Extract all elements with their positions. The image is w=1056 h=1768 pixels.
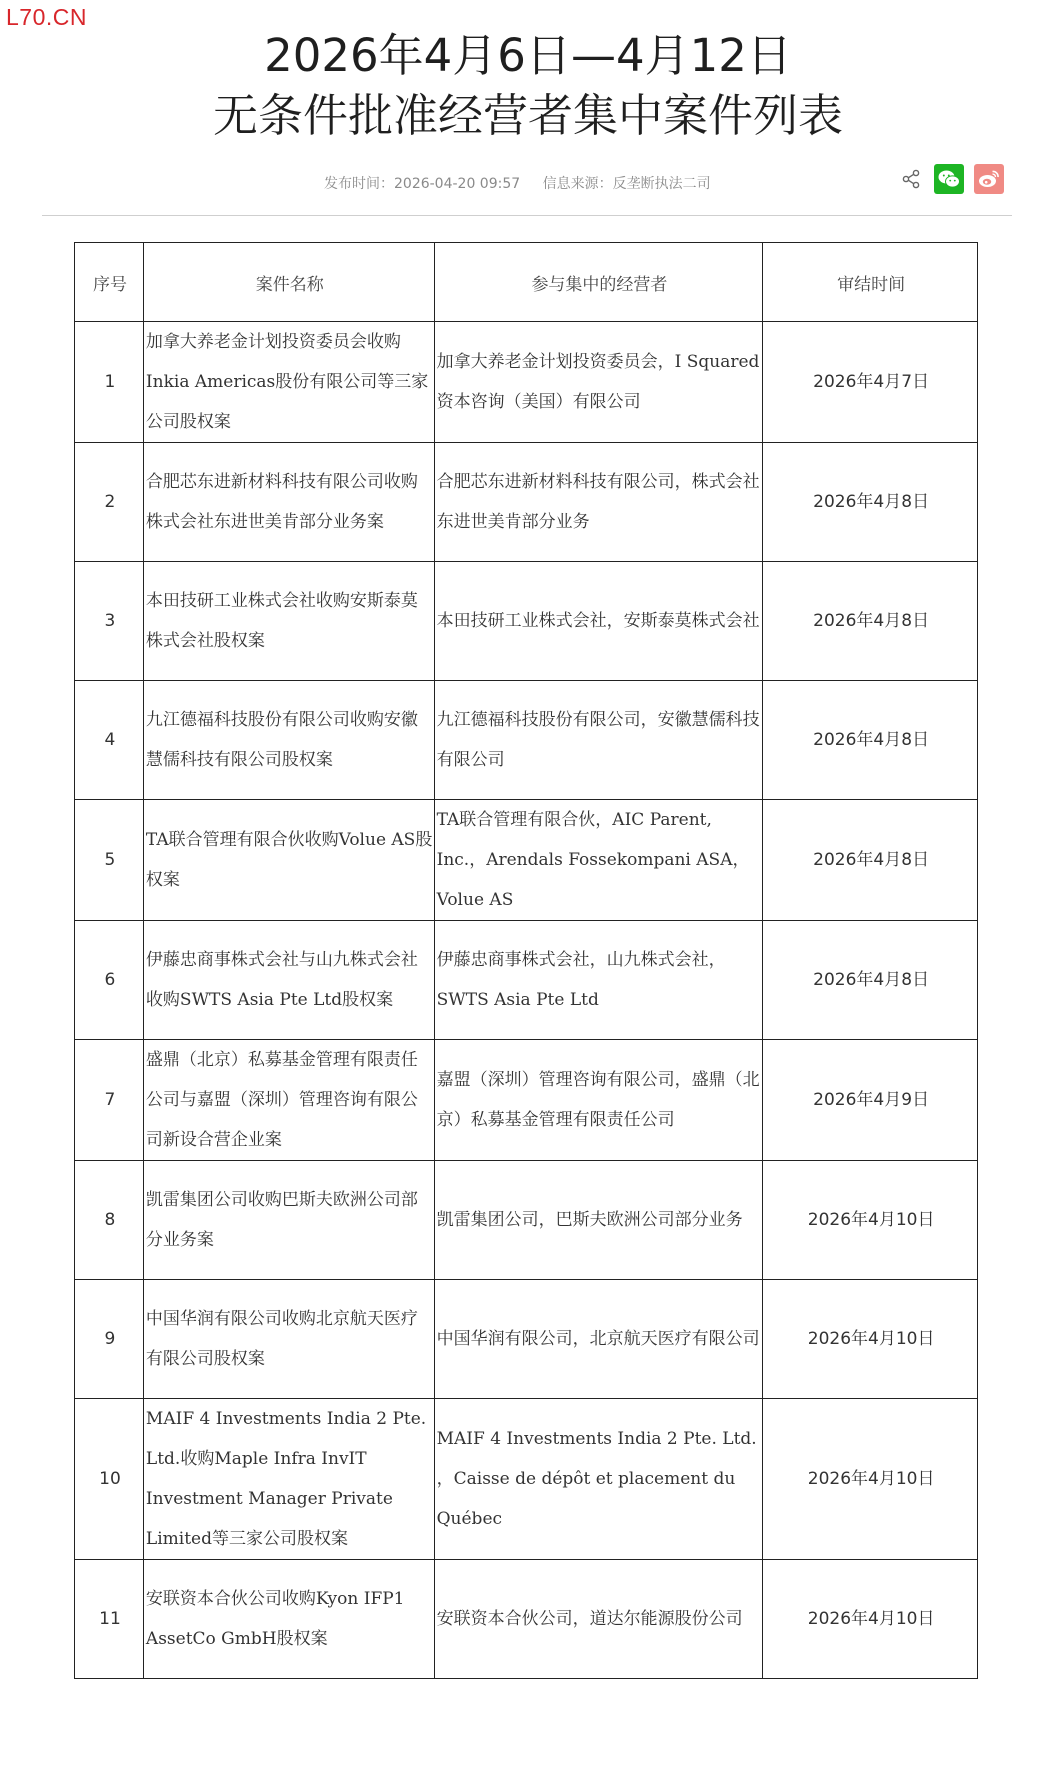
parties: 中国华润有限公司，北京航天医疗有限公司 [434,1280,763,1399]
conclusion-date: 2026年4月10日 [763,1560,978,1679]
conclusion-date: 2026年4月9日 [763,1040,978,1161]
wechat-icon[interactable] [934,164,964,194]
row-number: 6 [75,921,144,1040]
parties: 九江德福科技股份有限公司，安徽慧儒科技有限公司 [434,681,763,800]
table-row [75,1399,978,1560]
case-name: 伊藤忠商事株式会社与山九株式会社收购SWTS Asia Pte Ltd股权案 [143,921,434,1040]
row-number: 1 [75,322,144,443]
parties: 本田技研工业株式会社，安斯泰莫株式会社 [434,562,763,681]
parties: 伊藤忠商事株式会社，山九株式会社， SWTS Asia Pte Ltd [434,921,763,1040]
page-title [0,26,1056,146]
table-row [75,1560,978,1679]
publish-time: 发布时间：2026-04-20 09:57 [324,176,521,192]
case-name: TA联合管理有限合伙收购Volue AS股权案 [143,800,434,921]
table-row [75,1161,978,1280]
row-number: 2 [75,443,144,562]
page-title-line-2: 无条件批准经营者集中案件列表 [212,89,843,142]
parties: 合肥芯东进新材料科技有限公司，株式会社东进世美肯部分业务 [434,443,763,562]
share-bar [898,164,1004,194]
parties: 加拿大养老金计划投资委员会，I Squared资本咨询（美国）有限公司 [434,322,763,443]
case-name: 安联资本合伙公司收购Kyon IFP1 AssetCo GmbH股权案 [143,1560,434,1679]
row-number: 9 [75,1280,144,1399]
case-name: 凯雷集团公司收购巴斯夫欧洲公司部分业务案 [143,1161,434,1280]
table-row [75,443,978,562]
conclusion-date: 2026年4月7日 [763,322,978,443]
table-row [75,1280,978,1399]
table-row [75,1040,978,1161]
table-row [75,800,978,921]
page-title-line-1: 2026年4月6日—4月12日 [264,29,792,82]
conclusion-date: 2026年4月8日 [763,562,978,681]
conclusion-date: 2026年4月10日 [763,1399,978,1560]
parties: 凯雷集团公司，巴斯夫欧洲公司部分业务 [434,1161,763,1280]
case-name: 盛鼎（北京）私募基金管理有限责任公司与嘉盟（深圳）管理咨询有限公司新设合营企业案 [143,1040,434,1161]
share-icon[interactable] [898,166,924,192]
case-name: MAIF 4 Investments India 2 Pte. Ltd.收购Maple Infra InvIT Investment Manager Private Limited等三家公司股权案 [143,1399,434,1560]
row-number: 8 [75,1161,144,1280]
row-number: 3 [75,562,144,681]
conclusion-date: 2026年4月8日 [763,443,978,562]
divider [42,215,1012,216]
weibo-icon[interactable] [974,164,1004,194]
row-number: 4 [75,681,144,800]
parties: 嘉盟（深圳）管理咨询有限公司，盛鼎（北京）私募基金管理有限责任公司 [434,1040,763,1161]
row-number: 10 [75,1399,144,1560]
table-row [75,322,978,443]
conclusion-date: 2026年4月8日 [763,681,978,800]
conclusion-date: 2026年4月10日 [763,1280,978,1399]
parties: TA联合管理有限合伙，AIC Parent, Inc.，Arendals Fossekompani ASA，Volue AS [434,800,763,921]
parties: MAIF 4 Investments India 2 Pte. Ltd. ，Caisse de dépôt et placement du Québec [434,1399,763,1560]
row-number: 11 [75,1560,144,1679]
case-name: 九江德福科技股份有限公司收购安徽慧儒科技有限公司股权案 [143,681,434,800]
article-meta [324,173,729,193]
header-parties: 参与集中的经营者 [434,243,763,322]
conclusion-date: 2026年4月10日 [763,1161,978,1280]
conclusion-date: 2026年4月8日 [763,921,978,1040]
source-info: 信息来源：反垄断执法二司 [542,176,711,192]
row-number: 5 [75,800,144,921]
header-case-name: 案件名称 [143,243,434,322]
cases-table [74,242,978,1679]
case-name: 本田技研工业株式会社收购安斯泰莫株式会社股权案 [143,562,434,681]
table-row [75,681,978,800]
table-header-row [75,243,978,322]
header-number: 序号 [75,243,144,322]
case-name: 加拿大养老金计划投资委员会收购Inkia Americas股份有限公司等三家公司股权案 [143,322,434,443]
parties: 安联资本合伙公司，道达尔能源股份公司 [434,1560,763,1679]
case-name: 合肥芯东进新材料科技有限公司收购株式会社东进世美肯部分业务案 [143,443,434,562]
conclusion-date: 2026年4月8日 [763,800,978,921]
table-row [75,562,978,681]
header-date: 审结时间 [763,243,978,322]
case-name: 中国华润有限公司收购北京航天医疗有限公司股权案 [143,1280,434,1399]
site-logo[interactable]: L70.CN [6,4,87,30]
table-row [75,921,978,1040]
row-number: 7 [75,1040,144,1161]
